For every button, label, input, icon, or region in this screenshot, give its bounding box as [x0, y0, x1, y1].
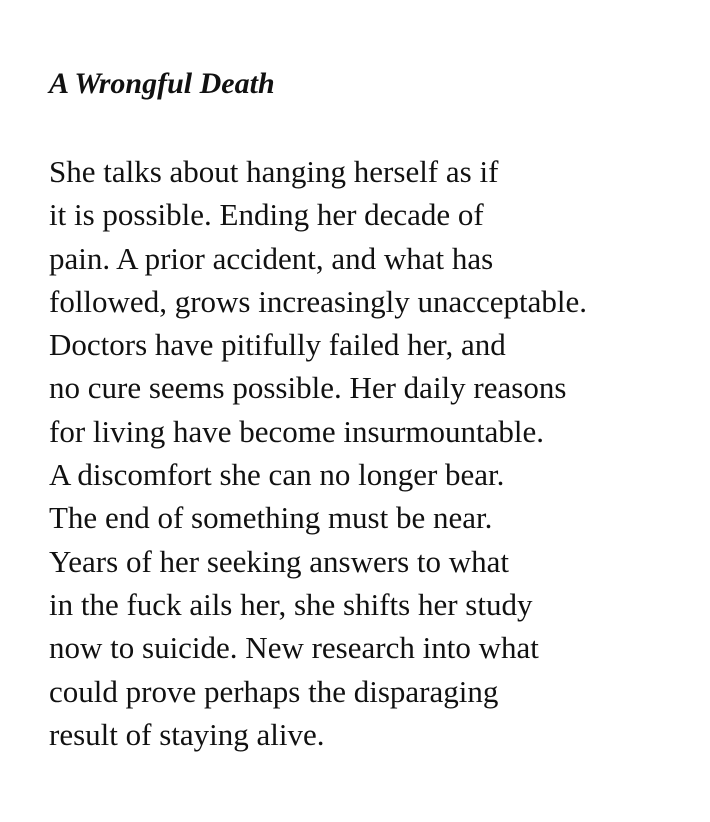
- poem-line: result of staying alive.: [49, 716, 325, 752]
- poem-line: Years of her seeking answers to what: [49, 543, 510, 579]
- poem-line: followed, grows increasingly unacceptable.: [49, 283, 588, 319]
- poem-line: Doctors have pitifully failed her, and: [49, 327, 506, 363]
- poem-line: in the fuck ails her, she shifts her study: [49, 586, 533, 622]
- poem-line: She talks about hanging herself as if: [49, 154, 499, 189]
- poem-line: for living have become insurmountable.: [49, 413, 545, 449]
- poem-title: A Wrongful Death: [49, 67, 275, 100]
- poem-line: it is possible. Ending her decade of: [49, 197, 484, 233]
- poem-line: now to suicide. New research into what: [49, 630, 539, 666]
- poem-body: [49, 150, 587, 756]
- poem-line: could prove perhaps the disparaging: [49, 673, 499, 709]
- poem-line: pain. A prior accident, and what has: [49, 240, 494, 276]
- poem-line: A discomfort she can no longer bear.: [49, 457, 505, 493]
- poem-line: The end of something must be near.: [49, 500, 493, 536]
- poem-line: no cure seems possible. Her daily reasons: [49, 370, 567, 406]
